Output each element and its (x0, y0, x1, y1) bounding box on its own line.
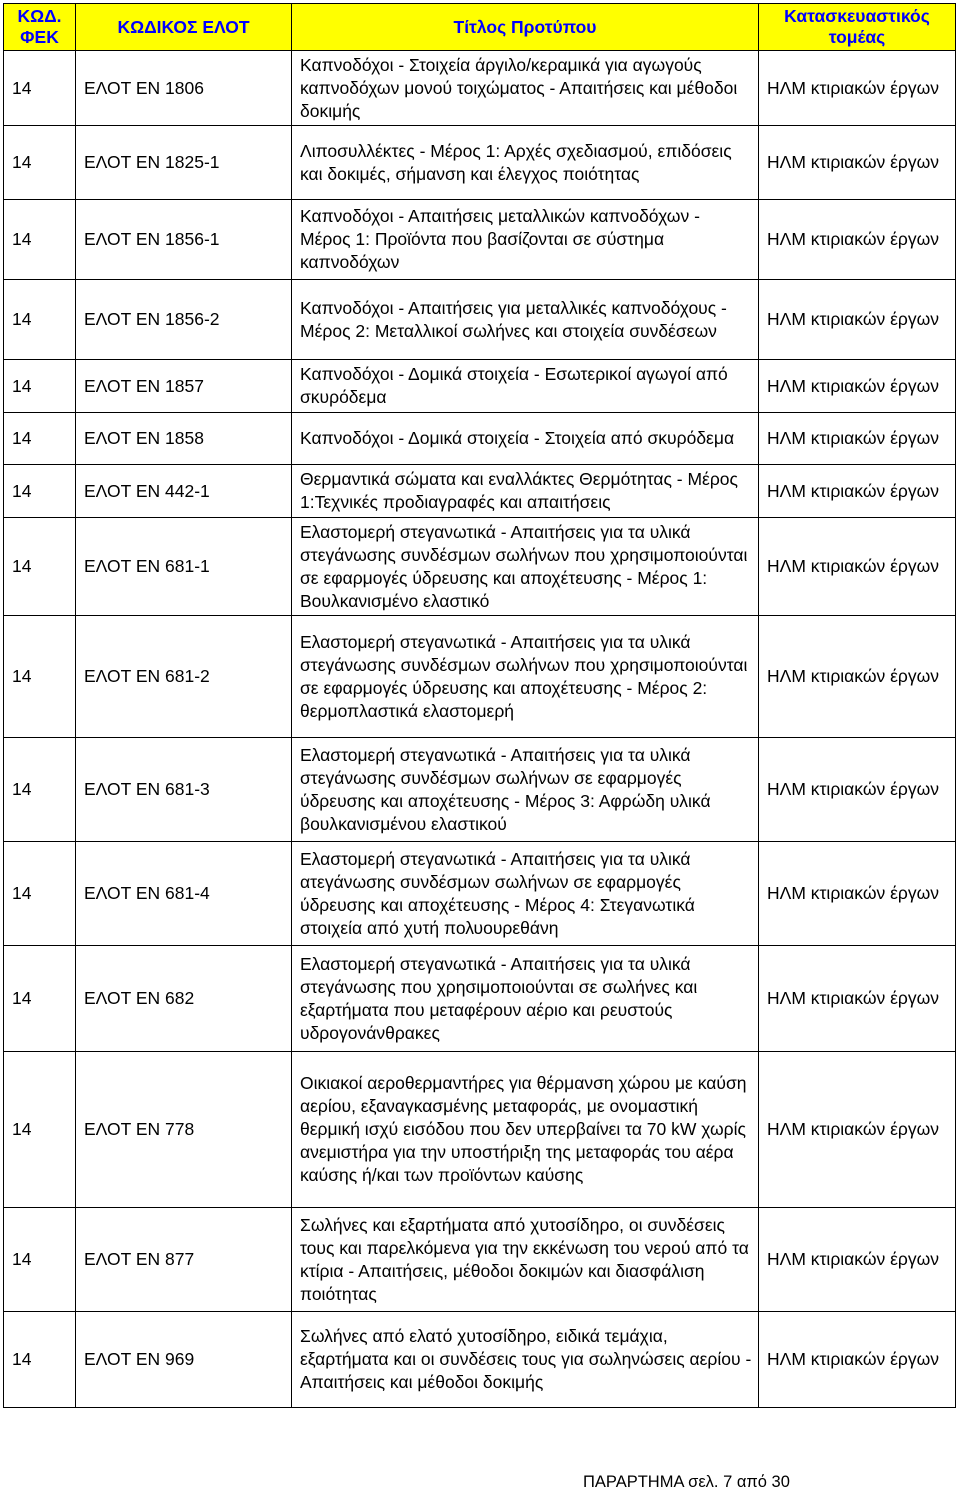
cell-code: ΕΛΟΤ ΕΝ 442-1 (76, 465, 292, 518)
table-row (4, 842, 956, 946)
cell-fek: 14 (4, 1208, 76, 1312)
cell-sector: ΗΛΜ κτιριακών έργων (759, 738, 956, 842)
table-body (4, 51, 956, 1408)
table-row (4, 126, 956, 200)
cell-sector: ΗΛΜ κτιριακών έργων (759, 465, 956, 518)
cell-sector: ΗΛΜ κτιριακών έργων (759, 413, 956, 465)
cell-title: Καπνοδόχοι - Δομικά στοιχεία - Στοιχεία από σκυρόδεμα (292, 413, 759, 465)
cell-title: Καπνοδόχοι - Στοιχεία άργιλο/κεραμικά για αγωγούς καπνοδόχων μονού τοιχώματος - Απαιτήσεις και μέθοδοι δοκιμής (292, 51, 759, 126)
cell-fek: 14 (4, 842, 76, 946)
table-row (4, 413, 956, 465)
table-row (4, 946, 956, 1052)
cell-title: Καπνοδόχοι - Δομικά στοιχεία - Εσωτερικοί αγωγοί από σκυρόδεμα (292, 360, 759, 413)
cell-title: Λιποσυλλέκτες - Μέρος 1: Αρχές σχεδιασμού, επιδόσεις και δοκιμές, σήμανση και έλεγχος ποιότητας (292, 126, 759, 200)
cell-sector: ΗΛΜ κτιριακών έργων (759, 518, 956, 616)
cell-sector: ΗΛΜ κτιριακών έργων (759, 1208, 956, 1312)
cell-fek: 14 (4, 518, 76, 616)
table-row (4, 518, 956, 616)
cell-title: Σωλήνες από ελατό χυτοσίδηρο, ειδικά τεμάχια, εξαρτήματα και οι συνδέσεις τους για σωληνώσεις αερίου - Απαιτήσεις και μέθοδοι δοκιμής (292, 1312, 759, 1408)
table-row (4, 738, 956, 842)
cell-title: Καπνοδόχοι - Απαιτήσεις μεταλλικών καπνοδόχων - Μέρος 1: Προϊόντα που βασίζονται σε σύστημα καπνοδόχων (292, 200, 759, 280)
cell-code: ΕΛΟΤ ΕΝ 1857 (76, 360, 292, 413)
cell-fek: 14 (4, 946, 76, 1052)
header-code: ΚΩΔΙΚΟΣ ΕΛΟΤ (76, 4, 292, 51)
cell-title: Σωλήνες και εξαρτήματα από χυτοσίδηρο, οι συνδέσεις τους και παρελκόμενα για την εκκένωση του νερού από τα κτίρια - Απαιτήσεις, μέθοδοι δοκιμών και διασφάλιση ποιότητας (292, 1208, 759, 1312)
cell-title: Ελαστομερή στεγανωτικά - Απαιτήσεις για τα υλικά στεγάνωσης συνδέσμων σωλήνων που χρησιμοποιούνται σε εφαρμογές ύδρευσης και αποχέτευσης - Μέρος 1: Βουλκανισμένο ελαστικό (292, 518, 759, 616)
cell-fek: 14 (4, 360, 76, 413)
table-row (4, 280, 956, 360)
cell-sector: ΗΛΜ κτιριακών έργων (759, 616, 956, 738)
cell-fek: 14 (4, 413, 76, 465)
cell-sector: ΗΛΜ κτιριακών έργων (759, 946, 956, 1052)
cell-fek: 14 (4, 616, 76, 738)
table-header-row (4, 4, 956, 51)
cell-code: ΕΛΟΤ ΕΝ 681-4 (76, 842, 292, 946)
table-row (4, 51, 956, 126)
cell-title: Ελαστομερή στεγανωτικά - Απαιτήσεις για τα υλικά ατεγάνωσης συνδέσμων σωλήνων σε εφαρμογές ύδρευσης και αποχέτευσης - Μέρος 4: Στεγανωτικά στοιχεία από χυτή πολυουρεθάνη (292, 842, 759, 946)
cell-code: ΕΛΟΤ ΕΝ 969 (76, 1312, 292, 1408)
cell-code: ΕΛΟΤ ΕΝ 1856-2 (76, 280, 292, 360)
cell-fek: 14 (4, 1052, 76, 1208)
header-title: Τίτλος Προτύπου (292, 4, 759, 51)
cell-sector: ΗΛΜ κτιριακών έργων (759, 1312, 956, 1408)
header-fek: ΚΩΔ. ΦΕΚ (4, 4, 76, 51)
cell-title: Ελαστομερή στεγανωτικά - Απαιτήσεις για τα υλικά στεγάνωσης που χρησιμοποιούνται σε σωλήνες και εξαρτήματα που μεταφέρουν αέριο και ρευστούς υδρογονάνθρακες (292, 946, 759, 1052)
page-footer: ΠΑΡΑΡΤΗΜΑ σελ. 7 από 30 (583, 1473, 790, 1491)
table-row (4, 616, 956, 738)
table-row (4, 360, 956, 413)
cell-fek: 14 (4, 126, 76, 200)
cell-sector: ΗΛΜ κτιριακών έργων (759, 842, 956, 946)
cell-sector: ΗΛΜ κτιριακών έργων (759, 126, 956, 200)
cell-code: ΕΛΟΤ ΕΝ 1856-1 (76, 200, 292, 280)
cell-fek: 14 (4, 1312, 76, 1408)
header-sector: Κατασκευαστικός τομέας (759, 4, 956, 51)
cell-code: ΕΛΟΤ ΕΝ 1806 (76, 51, 292, 126)
table-row (4, 1208, 956, 1312)
cell-code: ΕΛΟΤ ΕΝ 681-2 (76, 616, 292, 738)
table-row (4, 1312, 956, 1408)
table-row (4, 1052, 956, 1208)
cell-code: ΕΛΟΤ ΕΝ 1858 (76, 413, 292, 465)
cell-title: Ελαστομερή στεγανωτικά - Απαιτήσεις για τα υλικά στεγάνωσης συνδέσμων σωλήνων σε εφαρμογές ύδρευσης και αποχέτευσης - Μέρος 3: Αφρώδη υλικά βουλκανισμένου ελαστικού (292, 738, 759, 842)
cell-code: ΕΛΟΤ ΕΝ 778 (76, 1052, 292, 1208)
cell-code: ΕΛΟΤ ΕΝ 681-3 (76, 738, 292, 842)
cell-code: ΕΛΟΤ ΕΝ 1825-1 (76, 126, 292, 200)
table-row (4, 465, 956, 518)
cell-fek: 14 (4, 200, 76, 280)
cell-sector: ΗΛΜ κτιριακών έργων (759, 280, 956, 360)
table-row (4, 200, 956, 280)
cell-fek: 14 (4, 51, 76, 126)
cell-title: Ελαστομερή στεγανωτικά - Απαιτήσεις για τα υλικά στεγάνωσης συνδέσμων σωλήνων που χρησιμοποιούνται σε εφαρμογές ύδρευσης και αποχέτευσης - Μέρος 2: θερμοπλαστικά ελαστομερή (292, 616, 759, 738)
cell-sector: ΗΛΜ κτιριακών έργων (759, 1052, 956, 1208)
cell-title: Οικιακοί αεροθερμαντήρες για θέρμανση χώρου με καύση αερίου, εξαναγκασμένης μεταφοράς, με ονομαστική θερμική ισχύ εισόδου που δεν υπερβαίνει τα 70 kW χωρίς ανεμιστήρα για την υποστήριξη της μεταφοράς του αέρα καύσης ή/και των προϊόντων καύσης (292, 1052, 759, 1208)
cell-code: ΕΛΟΤ ΕΝ 877 (76, 1208, 292, 1312)
cell-fek: 14 (4, 280, 76, 360)
standards-table (3, 3, 956, 1408)
cell-code: ΕΛΟΤ ΕΝ 681-1 (76, 518, 292, 616)
cell-sector: ΗΛΜ κτιριακών έργων (759, 360, 956, 413)
cell-fek: 14 (4, 738, 76, 842)
cell-fek: 14 (4, 465, 76, 518)
cell-title: Θερμαντικά σώματα και εναλλάκτες Θερμότητας - Μέρος 1:Τεχνικές προδιαγραφές και απαιτήσεις (292, 465, 759, 518)
cell-code: ΕΛΟΤ ΕΝ 682 (76, 946, 292, 1052)
cell-sector: ΗΛΜ κτιριακών έργων (759, 51, 956, 126)
cell-title: Καπνοδόχοι - Απαιτήσεις για μεταλλικές καπνοδόχους - Μέρος 2: Μεταλλικοί σωλήνες και στοιχεία συνδέσεων (292, 280, 759, 360)
cell-sector: ΗΛΜ κτιριακών έργων (759, 200, 956, 280)
